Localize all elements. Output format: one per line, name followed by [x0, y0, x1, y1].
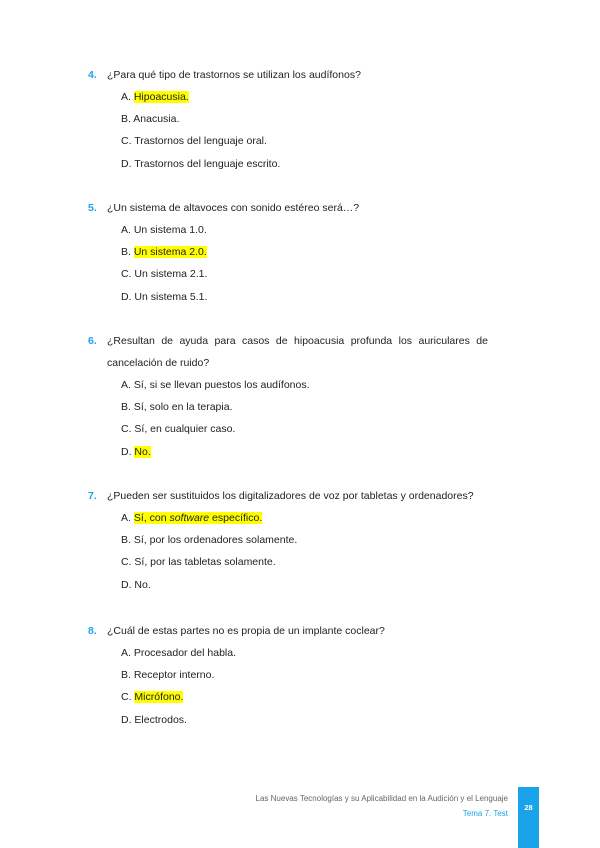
page-number: 28	[524, 803, 533, 812]
option-letter: B.	[121, 534, 131, 547]
question-7	[88, 485, 488, 596]
page-number-tab	[518, 787, 539, 848]
option-d[interactable]	[121, 153, 488, 175]
option-letter: B.	[121, 669, 131, 682]
option-text-after: específico.	[209, 512, 263, 524]
footer-subtitle: Tema 7. Test	[462, 809, 508, 818]
option-letter: C.	[121, 135, 132, 148]
question-number: 7.	[88, 490, 97, 502]
option-letter: A.	[121, 224, 131, 236]
question-text: ¿Para qué tipo de trastornos se utilizan los audífonos?	[107, 69, 361, 81]
option-c[interactable]	[121, 686, 488, 708]
question-text: ¿Pueden ser sustituidos los digitalizadores de voz por tabletas y ordenadores?	[107, 490, 474, 502]
option-text: Sí, por los ordenadores solamente.	[133, 534, 298, 547]
option-a[interactable]	[121, 374, 488, 396]
option-text: Sí, solo en la terapia.	[133, 401, 233, 414]
option-letter: D.	[121, 157, 132, 170]
option-c[interactable]	[121, 130, 488, 152]
option-letter: A.	[121, 379, 131, 391]
option-c[interactable]	[121, 551, 488, 573]
question-4	[88, 64, 488, 175]
option-text: Sí, si se llevan puestos los audífonos.	[133, 379, 310, 391]
option-text-before: Sí, con	[133, 512, 170, 524]
option-b[interactable]	[121, 241, 488, 263]
option-d[interactable]	[121, 441, 488, 463]
question-6	[88, 330, 488, 463]
option-d[interactable]	[121, 574, 488, 596]
question-8	[88, 620, 488, 731]
option-text: Un sistema 1.0.	[133, 224, 207, 236]
option-letter: C.	[121, 556, 132, 569]
option-letter: A.	[121, 91, 131, 103]
question-number: 8.	[88, 625, 97, 637]
option-text-highlighted	[134, 512, 262, 524]
option-d[interactable]	[121, 709, 488, 731]
option-a[interactable]	[121, 507, 488, 529]
option-text: Un sistema 2.1.	[134, 268, 208, 281]
option-text-highlighted: Un sistema 2.0.	[133, 246, 207, 259]
option-b[interactable]	[121, 529, 488, 551]
option-a[interactable]	[121, 642, 488, 664]
option-text: Trastornos del lenguaje oral.	[134, 135, 267, 148]
option-a[interactable]	[121, 219, 488, 241]
option-letter: D.	[121, 290, 132, 303]
option-c[interactable]	[121, 263, 488, 285]
option-text: Sí, por las tabletas solamente.	[134, 556, 276, 569]
option-letter: A.	[121, 512, 131, 524]
option-c[interactable]	[121, 418, 488, 440]
question-number: 4.	[88, 69, 97, 81]
option-text: Receptor interno.	[133, 669, 215, 682]
option-letter: D.	[121, 713, 132, 726]
option-letter: A.	[121, 647, 131, 659]
option-letter: D.	[121, 445, 132, 458]
option-text: Trastornos del lenguaje escrito.	[134, 157, 281, 170]
option-text: Sí, en cualquier caso.	[134, 423, 236, 436]
option-text-italic: software	[169, 512, 210, 524]
question-text: ¿Un sistema de altavoces con sonido estéreo será…?	[107, 202, 360, 214]
question-number: 5.	[88, 202, 97, 214]
option-text: Electrodos.	[134, 713, 187, 726]
option-b[interactable]	[121, 108, 488, 130]
question-5	[88, 197, 488, 308]
question-number: 6.	[88, 335, 97, 347]
option-letter: D.	[121, 578, 132, 591]
option-d[interactable]	[121, 286, 488, 308]
option-b[interactable]	[121, 664, 488, 686]
option-text: Procesador del habla.	[133, 647, 236, 659]
question-text: ¿Cuál de estas partes no es propia de un implante coclear?	[107, 625, 385, 637]
option-text-highlighted: No.	[134, 445, 151, 458]
option-text-highlighted: Hipoacusia.	[133, 91, 189, 103]
option-letter: C.	[121, 268, 132, 281]
option-text: No.	[134, 578, 151, 591]
question-text: ¿Resultan de ayuda para casos de hipoacusia profunda los auriculares de cancelación de ruido?	[107, 335, 488, 369]
option-text-highlighted: Micrófono.	[134, 691, 184, 704]
option-text: Un sistema 5.1.	[134, 290, 208, 303]
option-letter: B.	[121, 113, 131, 126]
option-letter: C.	[121, 691, 132, 704]
option-letter: B.	[121, 246, 131, 259]
option-a[interactable]	[121, 86, 488, 108]
option-text: Anacusia.	[133, 113, 180, 126]
footer-title: Las Nuevas Tecnologías y su Aplicabilidad en la Audición y el Lenguaje	[255, 794, 508, 803]
option-letter: C.	[121, 423, 132, 436]
option-letter: B.	[121, 401, 131, 414]
option-b[interactable]	[121, 396, 488, 418]
